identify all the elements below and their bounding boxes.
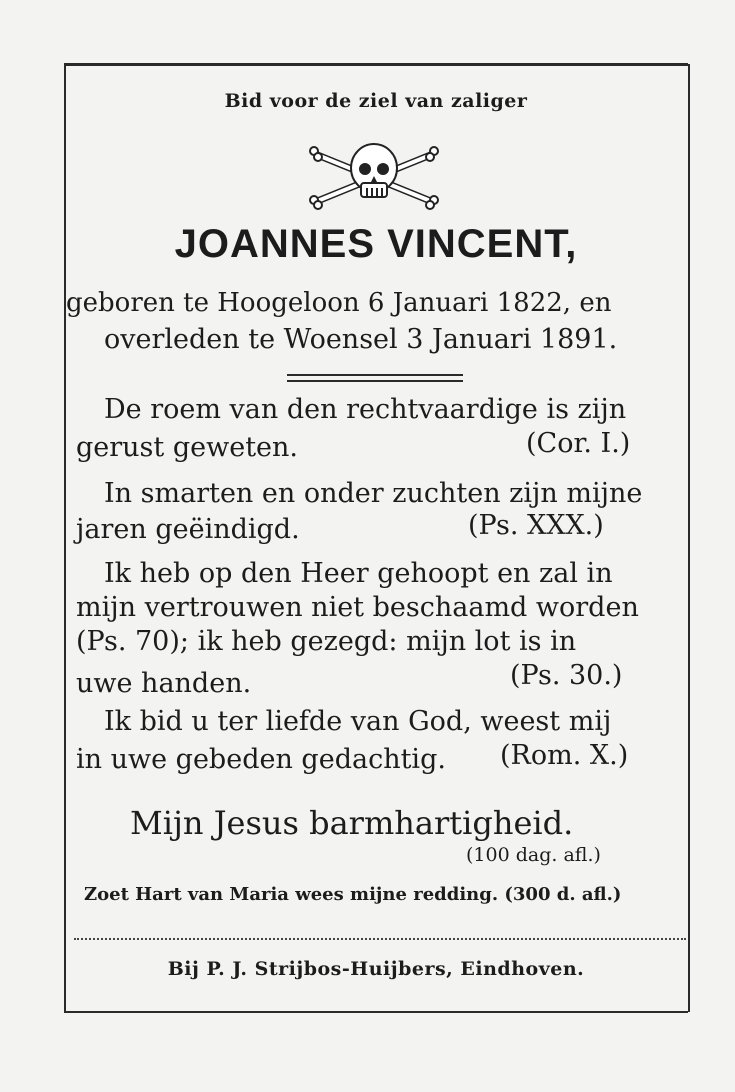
divider-rule: [287, 380, 463, 382]
prayer-line: Mijn Jesus barmhartigheid.: [130, 804, 574, 842]
verse-3-line-4: uwe handen.: [76, 668, 252, 699]
deceased-name: JOANNES VINCENT,: [174, 222, 578, 266]
verse-3-line-3: (Ps. 70); ik heb gezegd: mijn lot is in: [76, 626, 577, 657]
verse-3-line-1: Ik heb op den Heer gehoopt en zal in: [104, 558, 613, 589]
verse-2-line-2: jaren geëindigd.: [76, 514, 300, 545]
bottom-border-line: [64, 1011, 688, 1013]
death-line: overleden te Woensel 3 Januari 1891.: [104, 324, 618, 355]
prayer-line-2: Zoet Hart van Maria wees mijne redding. (300 d. afl.): [84, 884, 622, 905]
verse-3-reference: (Ps. 30.): [510, 660, 623, 691]
verse-1-reference: (Cor. I.): [526, 428, 631, 459]
verse-1-line-2: gerust geweten.: [76, 432, 298, 463]
prayer-indulgence: (100 dag. afl.): [466, 844, 601, 866]
top-border-line: [64, 63, 688, 66]
dotted-separator: [74, 938, 686, 940]
verse-4-line-1: Ik bid u ter liefde van God, weest mij: [104, 706, 612, 737]
verse-3-line-2: mijn vertrouwen niet beschaamd worden: [76, 592, 639, 623]
divider-rule: [287, 374, 463, 376]
verse-4-line-2: in uwe gebeden gedachtig.: [76, 744, 446, 775]
skull-crossbones-icon: [305, 138, 445, 212]
card-heading: Bid voor de ziel van zaliger: [224, 90, 528, 112]
birth-line: geboren te Hoogeloon 6 Januari 1822, en: [66, 288, 612, 318]
verse-2-reference: (Ps. XXX.): [468, 510, 604, 541]
verse-4-reference: (Rom. X.): [500, 740, 629, 771]
verse-2-line-1: In smarten en onder zuchten zijn mijne: [104, 478, 643, 509]
printer-credit: Bij P. J. Strijbos-Huijbers, Eindhoven.: [167, 958, 585, 980]
verse-1-line-1: De roem van den rechtvaardige is zijn: [104, 394, 627, 425]
